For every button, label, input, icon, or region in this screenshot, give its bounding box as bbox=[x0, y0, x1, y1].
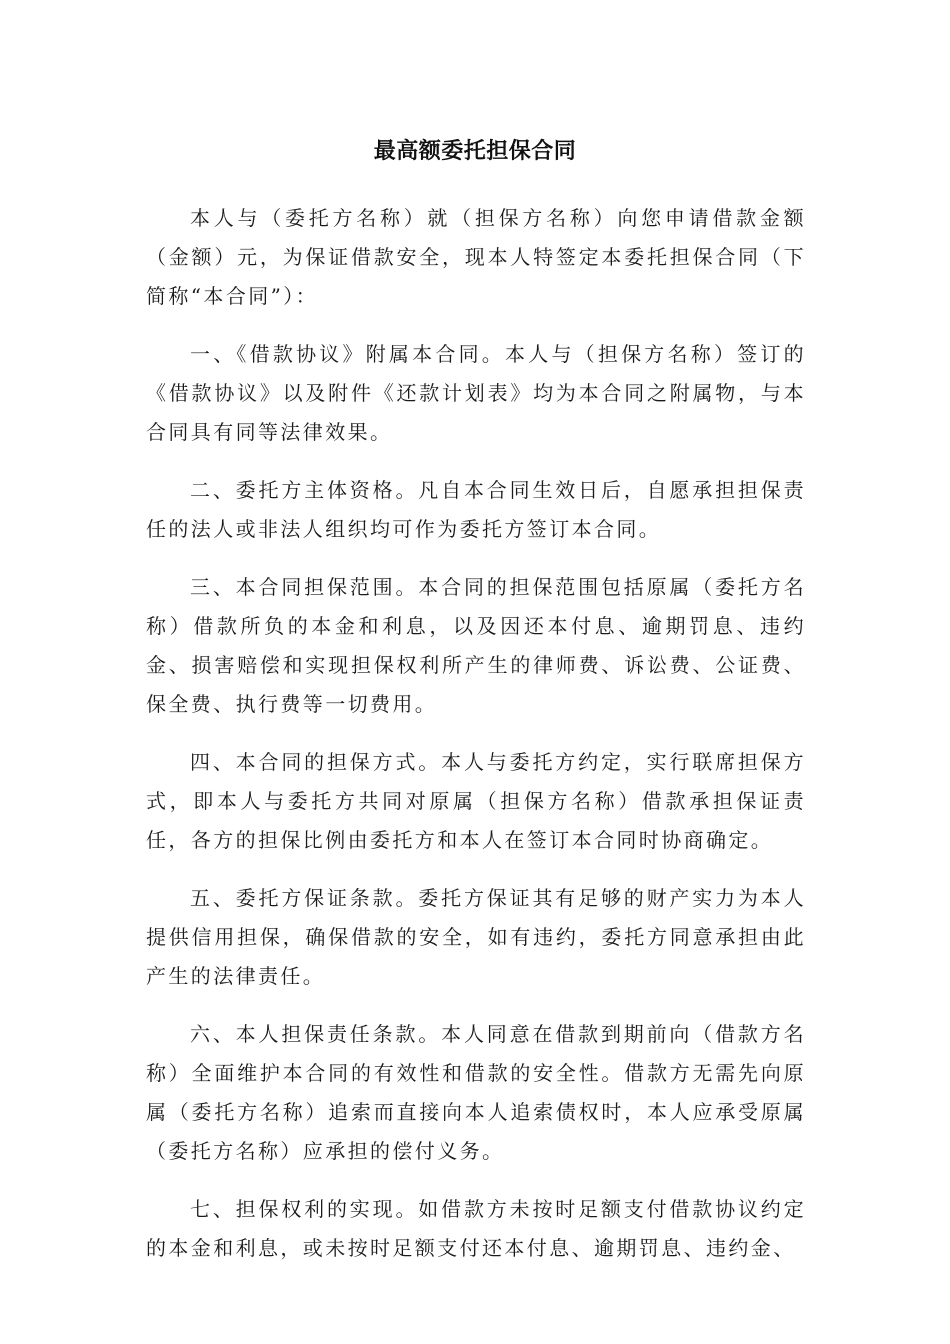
document-body bbox=[146, 199, 806, 1287]
paragraph-clause-2: 二、委托方主体资格。凡自本合同生效日后，自愿承担担保责任的法人或非法人组织均可作为委托方签订本合同。 bbox=[146, 478, 806, 541]
paragraph-clause-1: 一、《借款协议》附属本合同。本人与（担保方名称）签订的《借款协议》以及附件《还款计划表》均为本合同之附属物，与本合同具有同等法律效果。 bbox=[146, 342, 806, 444]
paragraph-clause-3: 三、本合同担保范围。本合同的担保范围包括原属（委托方名称）借款所负的本金和利息，以及因还本付息、逾期罚息、违约金、损害赔偿和实现担保权利所产生的律师费、诉讼费、公证费、保全费、执行费等一切费用。 bbox=[146, 575, 806, 716]
paragraph-intro: 本人与（委托方名称）就（担保方名称）向您申请借款金额（金额）元，为保证借款安全，现本人特签定本委托担保合同（下简称“本合同”）： bbox=[146, 206, 806, 308]
paragraph-clause-7: 七、担保权利的实现。如借款方未按时足额支付借款协议约定的本金和利息，或未按时足额支付还本付息、逾期罚息、违约金、 bbox=[146, 1197, 806, 1260]
document-title: 最高额委托担保合同 bbox=[373, 139, 577, 164]
paragraph-clause-4: 四、本合同的担保方式。本人与委托方约定，实行联席担保方式，即本人与委托方共同对原属（担保方名称）借款承担保证责任，各方的担保比例由委托方和本人在签订本合同时协商确定。 bbox=[146, 750, 806, 852]
paragraph-clause-6: 六、本人担保责任条款。本人同意在借款到期前向（借款方名称）全面维护本合同的有效性和借款的安全性。借款方无需先向原属（委托方名称）追索而直接向本人追索债权时，本人应承受原属（委托方名称）应承担的偿付义务。 bbox=[146, 1022, 806, 1163]
paragraph-clause-5: 五、委托方保证条款。委托方保证其有足够的财产实力为本人提供信用担保，确保借款的安全，如有违约，委托方同意承担由此产生的法律责任。 bbox=[146, 886, 806, 988]
